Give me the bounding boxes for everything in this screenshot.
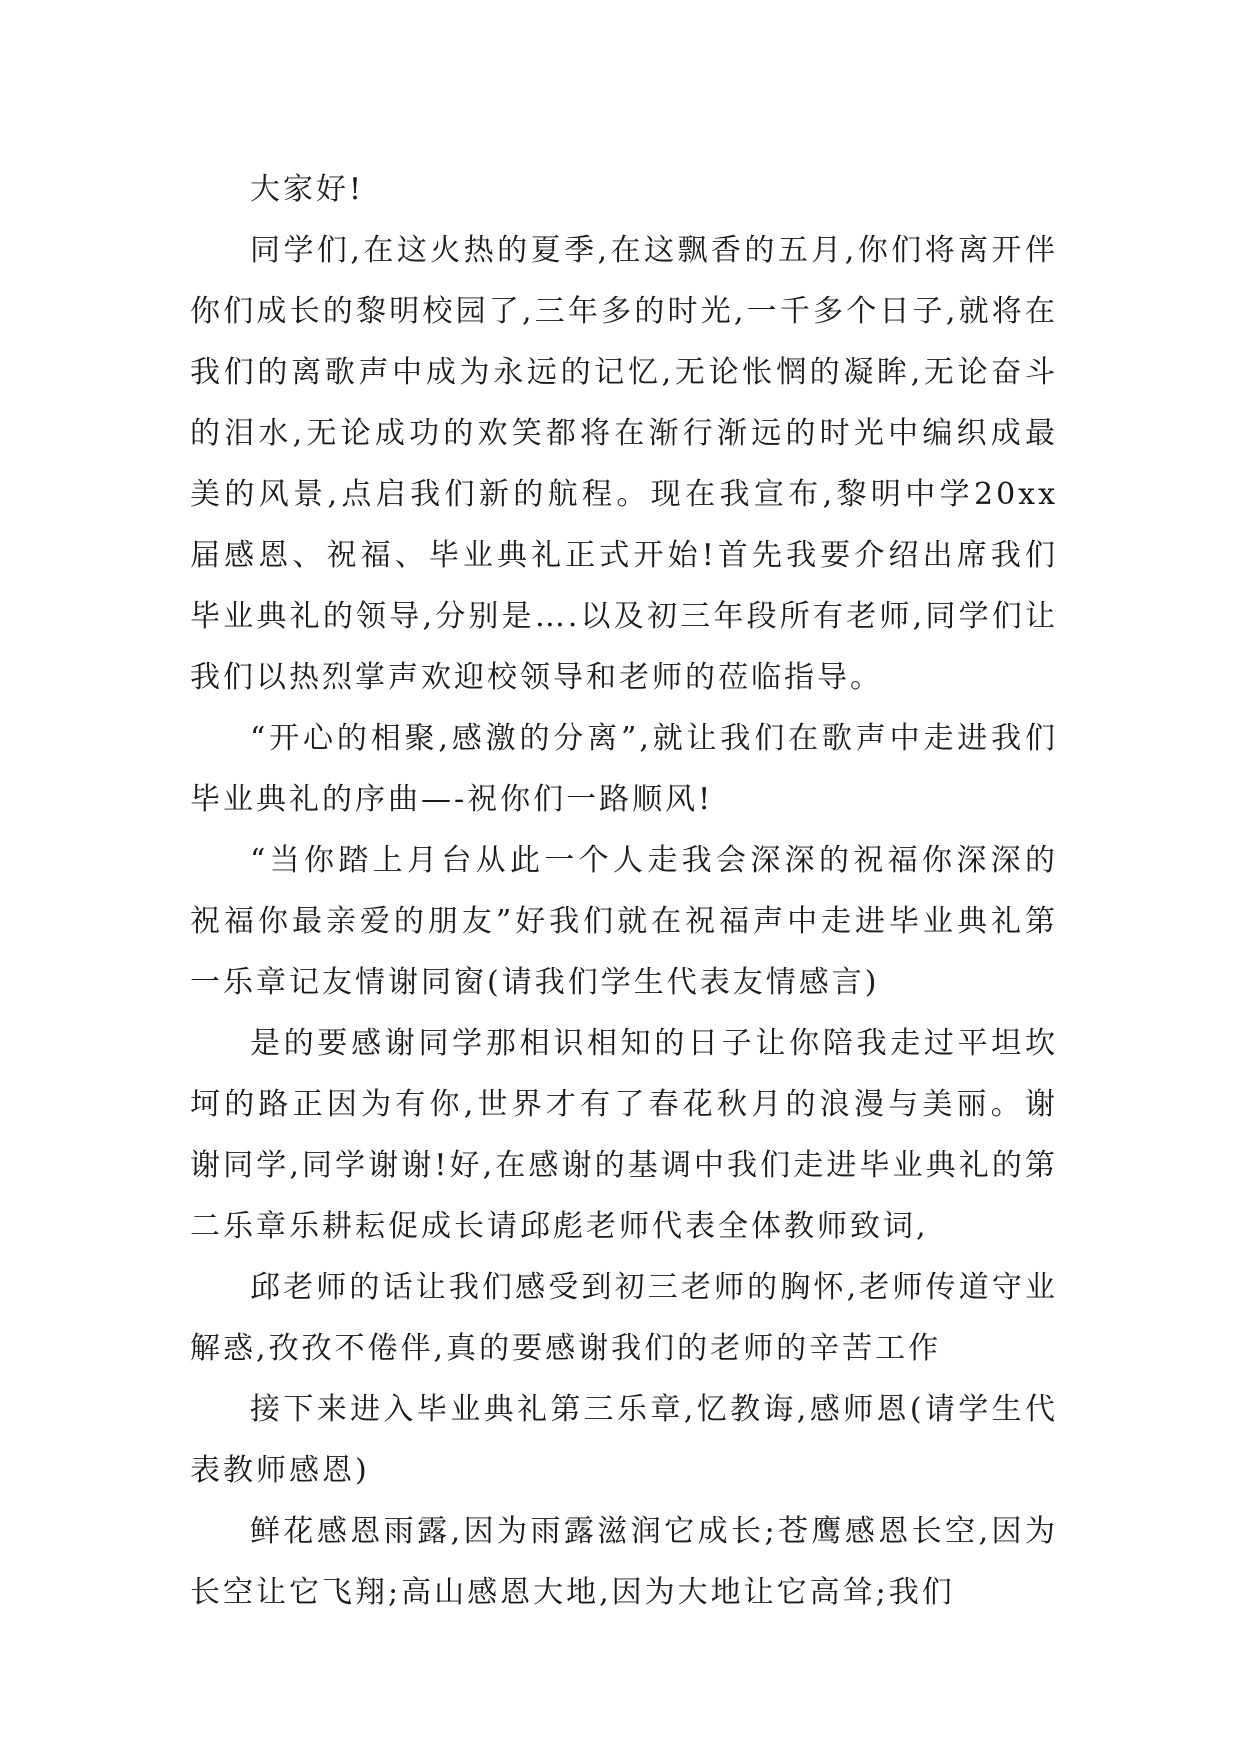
paragraph-teacher-thanks: 邱老师的话让我们感受到初三老师的胸怀,老师传道守业解惑,孜孜不倦伴,真的要感谢我们的老师的辛苦工作 bbox=[190, 1270, 1058, 1366]
paragraph-greeting: 大家好! bbox=[250, 172, 365, 207]
paragraph-movement-two: 是的要感谢同学那相识相知的日子让你陪我走过平坦坎坷的路正因为有你,世界才有了春花秋月的浪漫与美丽。谢谢同学,同学谢谢!好,在感谢的基调中我们走进毕业典礼的第二乐章乐耕耘促成长请邱彪老师代表全体教师致词, bbox=[190, 1026, 1058, 1244]
paragraph-movement-three: 接下来进入毕业典礼第三乐章,忆教诲,感师恩(请学生代表教师感恩) bbox=[190, 1392, 1058, 1488]
document-body bbox=[190, 159, 1058, 1623]
paragraph-opening: 同学们,在这火热的夏季,在这飘香的五月,你们将离开伴你们成长的黎明校园了,三年多的时光,一千多个日子,就将在我们的离歌声中成为永远的记忆,无论怅惘的凝眸,无论奋斗的泪水,无论成功的欢笑都将在渐行渐远的时光中编织成最美的风景,点启我们新的航程。现在我宣布,黎明中学20xx届感恩、祝福、毕业典礼正式开始!首先我要介绍出席我们毕业典礼的领导,分别是….以及初三年段所有老师,同学们让我们以热烈掌声欢迎校领导和老师的莅临指导。 bbox=[190, 233, 1058, 695]
paragraph-prelude: “开心的相聚,感激的分离”,就让我们在歌声中走进我们毕业典礼的序曲—-祝你们一路顺风! bbox=[190, 721, 1058, 817]
paragraph-gratitude: 鲜花感恩雨露,因为雨露滋润它成长;苍鹰感恩长空,因为长空让它飞翔;高山感恩大地,因为大地让它高耸;我们 bbox=[190, 1514, 1058, 1610]
paragraph-movement-one: “当你踏上月台从此一个人走我会深深的祝福你深深的祝福你最亲爱的朋友”好我们就在祝福声中走进毕业典礼第一乐章记友情谢同窗(请我们学生代表友情感言) bbox=[190, 843, 1058, 1000]
